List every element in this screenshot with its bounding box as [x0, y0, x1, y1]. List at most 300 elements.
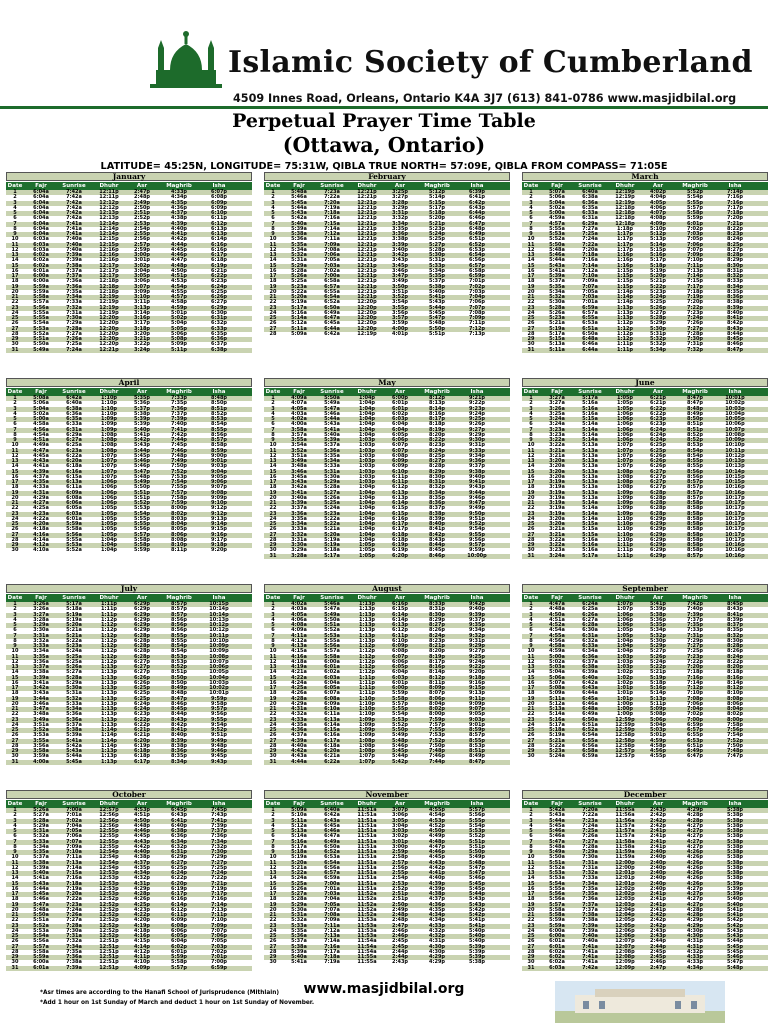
column-header: Isha: [470, 801, 484, 807]
table-cell: 6:13a: [324, 716, 340, 723]
table-cell: 27: [11, 943, 19, 950]
table-row: [264, 760, 510, 765]
table-cell: 5:56a: [549, 891, 565, 897]
table-cell: 7:27a: [66, 330, 82, 337]
table-cell: 3:05p: [133, 273, 150, 279]
table-cell: 1:12p: [616, 325, 633, 332]
table-cell: 8:59p: [468, 727, 485, 733]
table-cell: 17: [527, 273, 535, 279]
table-cell: 3:55a: [291, 437, 307, 443]
table-cell: 2:57p: [133, 241, 150, 248]
table-cell: 6:29p: [649, 531, 666, 538]
table-cell: 8:50p: [686, 416, 703, 422]
table-cell: 8:48p: [210, 395, 227, 401]
table-cell: 7:09a: [324, 917, 340, 924]
table-cell: 7:12a: [582, 267, 598, 274]
table-cell: 8:37p: [726, 622, 743, 628]
table-cell: 9:47p: [468, 500, 485, 506]
table-cell: 27: [527, 737, 535, 744]
table-cell: 6:18p: [133, 753, 150, 760]
table-cell: 9: [13, 849, 17, 855]
table-cell: 22: [527, 711, 535, 718]
table-cell: 9:39p: [468, 611, 485, 618]
column-header: Maghrib: [424, 389, 450, 395]
table-cell: 10: [527, 442, 535, 449]
table-cell: 8:31p: [428, 479, 445, 485]
table-cell: 5:39p: [468, 943, 485, 950]
table-cell: 2:44p: [649, 943, 666, 950]
table-cell: 6:25p: [649, 442, 666, 449]
table-cell: 8:03p: [170, 515, 187, 522]
table-cell: 3:47p: [391, 273, 408, 279]
table-cell: 3:01p: [133, 257, 150, 264]
table-cell: 10:04p: [725, 410, 745, 417]
table-cell: 11:53a: [357, 917, 377, 924]
table-cell: 3:47a: [33, 706, 49, 712]
table-cell: 12:21p: [357, 288, 377, 295]
table-cell: 4:37p: [133, 859, 150, 866]
table-cell: 5:22a: [291, 870, 307, 876]
table-cell: 10:15p: [725, 473, 745, 480]
table-cell: 1:05p: [616, 395, 633, 401]
column-header: Isha: [728, 595, 742, 601]
table-cell: 9: [271, 231, 275, 237]
table-cell: 3:22a: [549, 536, 565, 543]
table-cell: 15: [11, 262, 19, 269]
table-cell: 3:01p: [391, 838, 408, 845]
table-cell: 6: [529, 421, 533, 428]
table-cell: 5:27p: [428, 241, 445, 248]
table-cell: 4: [529, 204, 533, 211]
table-cell: 10:11p: [725, 447, 745, 454]
table-cell: 6:51p: [468, 236, 485, 243]
table-cell: 1:07p: [616, 447, 633, 454]
table-cell: 1:18p: [616, 225, 633, 232]
table-cell: 6: [271, 421, 275, 428]
table-cell: 9:43p: [468, 484, 485, 491]
table-cell: 1:11p: [358, 690, 375, 697]
table-cell: 28: [269, 948, 277, 955]
table-cell: 5:06a: [33, 400, 49, 407]
table-cell: 6: [529, 215, 533, 222]
table-cell: 1:08p: [616, 479, 633, 485]
table-cell: 1:07p: [100, 458, 117, 464]
table-cell: 11:51a: [357, 885, 377, 892]
table-cell: 3:25p: [391, 189, 408, 195]
table-cell: 3:55p: [391, 304, 408, 311]
table-cell: 10:17p: [725, 531, 745, 538]
table-cell: 7:32a: [66, 304, 82, 311]
table-cell: 7:35a: [66, 948, 82, 955]
table-cell: 21: [527, 294, 535, 300]
table-cell: 6:08p: [210, 194, 227, 201]
table-cell: 5:33a: [66, 700, 82, 707]
table-cell: 8:29p: [428, 468, 445, 475]
table-cell: 3:29a: [291, 547, 307, 554]
table-cell: 6:04p: [391, 421, 408, 428]
table-cell: 6: [13, 215, 17, 222]
table-cell: 5:44a: [66, 753, 82, 760]
table-cell: 6:28p: [133, 632, 150, 639]
table-cell: 5:37a: [324, 442, 340, 449]
column-header: Fajr: [35, 183, 47, 189]
table-cell: 5:28a: [549, 304, 565, 311]
table-cell: 12:59p: [615, 716, 635, 723]
dst-note: *Add 1 hour on 1st Sunday of March and deduct 1 hour on 1st Sunday of November.: [40, 1000, 315, 1006]
table-cell: 7: [13, 838, 17, 845]
table-cell: 8:57p: [170, 611, 187, 618]
table-cell: 6:18p: [210, 257, 227, 264]
table-cell: 4:10p: [133, 959, 150, 966]
table-cell: 7:04p: [468, 294, 485, 300]
table-cell: 8:58p: [686, 510, 703, 517]
table-cell: 5:44p: [391, 753, 408, 760]
table-cell: 3:00p: [391, 843, 408, 850]
table-cell: 6:03p: [391, 674, 408, 681]
table-cell: 5:52p: [686, 189, 703, 195]
table-cell: 10:11p: [209, 632, 229, 639]
table-cell: 4:43a: [33, 458, 49, 464]
table-cell: 6:23p: [649, 421, 666, 428]
table-cell: 5:39a: [549, 273, 565, 279]
table-cell: 1:12p: [358, 669, 375, 676]
table-cell: 7:14p: [726, 189, 743, 195]
table-cell: 8: [13, 225, 17, 232]
table-cell: 1:08p: [100, 431, 117, 438]
table-cell: 15: [269, 468, 277, 475]
table-cell: 4:40p: [133, 849, 150, 855]
address-line: 4509 Innes Road, Orleans, Ontario K4A 3J7 (613) 841-0786 www.masjidbilal.org: [233, 92, 737, 105]
table-cell: 12:21p: [357, 189, 377, 195]
table-cell: 5:29a: [291, 262, 307, 269]
table-cell: 5:53a: [33, 325, 49, 332]
table-cell: 6:17p: [133, 758, 150, 765]
table-cell: 1:09p: [616, 510, 633, 517]
table-cell: 10:12p: [725, 452, 745, 459]
column-header: Isha: [728, 389, 742, 395]
table-cell: 3:31p: [391, 210, 408, 216]
table-cell: 4:50p: [170, 267, 187, 274]
month-name: June: [522, 378, 768, 387]
table-cell: 5:21a: [549, 320, 565, 327]
table-cell: 4:50p: [133, 817, 150, 824]
table-cell: 6:48p: [468, 225, 485, 232]
table-cell: 2:48p: [391, 912, 408, 918]
table-cell: 12:53p: [99, 885, 119, 892]
table-cell: 6:21p: [649, 400, 666, 407]
table-cell: 5:13a: [582, 458, 598, 464]
table-cell: 30: [11, 959, 19, 966]
table-cell: 3:22a: [549, 442, 565, 449]
table-cell: 8:54p: [170, 648, 187, 655]
table-cell: 5:52a: [324, 627, 340, 634]
table-cell: 5:38p: [428, 283, 445, 290]
table-cell: 3:56a: [33, 742, 49, 749]
table-cell: 4:09p: [133, 964, 150, 971]
table-cell: 5:50p: [133, 484, 150, 491]
table-cell: 5:14a: [291, 833, 307, 840]
table-cell: 4:20p: [133, 917, 150, 924]
table-cell: 4:45p: [133, 833, 150, 840]
column-header: Date: [7, 183, 23, 189]
table-cell: 28: [527, 948, 535, 955]
table-cell: 21: [527, 912, 535, 918]
table-cell: 4:16a: [291, 653, 307, 660]
table-cell: 6:33a: [582, 643, 598, 649]
table-cell: 10:16p: [725, 484, 745, 491]
table-cell: 7:55p: [428, 727, 445, 733]
table-cell: 1:13p: [358, 637, 375, 644]
table-cell: 3:43p: [391, 257, 408, 264]
table-cell: 5:43a: [324, 421, 340, 428]
table-cell: 26: [527, 526, 535, 533]
table-cell: 6:35a: [582, 204, 598, 211]
table-cell: 7:07p: [686, 246, 703, 253]
table-cell: 4:20a: [33, 521, 49, 527]
table-cell: 7:31p: [686, 341, 703, 348]
table-cell: 5:27a: [291, 891, 307, 897]
table-cell: 12:21p: [357, 231, 377, 237]
column-header: Maghrib: [682, 183, 708, 189]
table-cell: 6:41p: [170, 817, 187, 824]
table-cell: 1:03p: [358, 458, 375, 464]
table-cell: 5:17a: [549, 330, 565, 337]
table-cell: 23: [269, 304, 277, 311]
table-cell: 6:02a: [324, 669, 340, 676]
table-cell: 9:18p: [210, 542, 227, 548]
table-cell: 18: [269, 690, 277, 697]
table-cell: 7:39a: [66, 257, 82, 264]
table-cell: 4:34p: [428, 912, 445, 918]
table-cell: 7:39a: [582, 922, 598, 929]
table-cell: 1:03p: [358, 473, 375, 480]
table-cell: 6:40a: [324, 807, 340, 813]
column-header: Fajr: [293, 389, 305, 395]
table-cell: 4:40a: [291, 742, 307, 749]
table-cell: 6:57a: [324, 283, 340, 290]
table-cell: 7:46p: [428, 753, 445, 760]
table-cell: 8:08p: [726, 695, 743, 702]
table-cell: 11:54a: [357, 948, 377, 955]
table-cell: 6:28p: [649, 500, 666, 506]
table-cell: 4:03a: [291, 410, 307, 417]
table-cell: 3:35p: [391, 225, 408, 232]
table-cell: 13: [269, 664, 277, 670]
table-cell: 5:59a: [33, 954, 49, 960]
table-cell: 5:45p: [726, 943, 743, 950]
table-cell: 5:33p: [428, 262, 445, 269]
table-cell: 6:46a: [582, 700, 598, 707]
table-cell: 1: [271, 395, 275, 401]
table-cell: 5:09a: [291, 807, 307, 813]
table-cell: 5:39p: [726, 891, 743, 897]
table-cell: 3: [271, 611, 275, 618]
table-cell: 7:29p: [686, 637, 703, 644]
month-table-july: [6, 582, 252, 772]
column-header: Asr: [652, 389, 664, 395]
table-cell: 5:53p: [468, 828, 485, 834]
table-cell: 5:12p: [649, 231, 666, 237]
table-cell: 6:49p: [468, 231, 485, 237]
table-cell: 5:14a: [582, 426, 598, 433]
table-cell: 6:42a: [66, 395, 82, 401]
table-cell: 6:39a: [582, 669, 598, 676]
table-cell: 6:09p: [391, 643, 408, 649]
table-cell: 21: [11, 500, 19, 506]
table-cell: 4:27p: [686, 843, 703, 850]
table-cell: 9:01p: [210, 458, 227, 464]
table-cell: 4: [529, 410, 533, 417]
table-cell: 4:22p: [133, 912, 150, 918]
table-cell: 12:13p: [99, 215, 119, 222]
table-cell: 5:45a: [291, 199, 307, 206]
table-cell: 6:37a: [582, 658, 598, 665]
table-cell: 6:29p: [210, 304, 227, 311]
table-cell: 3:59p: [391, 320, 408, 327]
table-cell: 6:29p: [649, 521, 666, 527]
table-cell: 5:06p: [649, 716, 666, 723]
table-cell: 17: [269, 479, 277, 485]
table-cell: 9:27p: [468, 426, 485, 433]
table-cell: 1:06p: [616, 611, 633, 618]
table-cell: 12:12p: [99, 204, 119, 211]
table-cell: 5:49a: [324, 611, 340, 618]
table-cell: 26: [527, 938, 535, 945]
table-cell: 12:04p: [615, 906, 635, 913]
table-cell: 25: [269, 315, 277, 321]
table-cell: 6:15a: [324, 727, 340, 733]
table-cell: 12:51p: [99, 943, 119, 950]
table-cell: 7:37a: [66, 267, 82, 274]
table-cell: 9:12p: [210, 510, 227, 517]
table-cell: 6:20a: [324, 748, 340, 754]
footer-website-link[interactable]: www.masjidbilal.org: [303, 981, 465, 997]
table-cell: 12:21p: [357, 257, 377, 264]
table-cell: 8:58p: [686, 505, 703, 512]
table-cell: 11: [11, 447, 19, 454]
table-cell: 4:44a: [291, 758, 307, 765]
table-cell: 3:34a: [291, 521, 307, 527]
table-cell: 5:48a: [33, 906, 49, 913]
table-cell: 9:55p: [210, 716, 227, 723]
table-cell: 12:52p: [99, 896, 119, 903]
month-rows: [264, 602, 510, 765]
table-cell: 13: [11, 458, 19, 464]
table-cell: 4:44p: [170, 241, 187, 248]
table-cell: 7:59p: [428, 716, 445, 723]
table-cell: 7:41a: [582, 948, 598, 955]
table-cell: 6:29p: [133, 606, 150, 613]
table-cell: 3:02p: [391, 833, 408, 840]
table-cell: 6:05a: [66, 505, 82, 512]
table-cell: 3:39p: [391, 241, 408, 248]
table-cell: 6:14p: [391, 500, 408, 506]
table-cell: 5:59a: [549, 917, 565, 924]
table-cell: 6:08p: [170, 922, 187, 929]
table-cell: 3:33a: [33, 643, 49, 649]
table-cell: 6:04p: [391, 669, 408, 676]
table-cell: 11:52a: [357, 912, 377, 918]
table-cell: 29: [269, 954, 277, 960]
table-cell: 5:53p: [391, 716, 408, 723]
table-cell: 1:13p: [100, 690, 117, 697]
table-cell: 5:30a: [66, 685, 82, 691]
table-cell: 1:04p: [358, 505, 375, 512]
table-cell: 8:47p: [170, 695, 187, 702]
table-cell: 5:30a: [324, 473, 340, 480]
table-cell: 25: [527, 933, 535, 939]
table-cell: 12:02p: [615, 891, 635, 897]
table-cell: 5:36a: [66, 711, 82, 718]
table-cell: 6:06p: [170, 927, 187, 934]
table-cell: 22: [11, 917, 19, 924]
table-cell: 5:06p: [170, 330, 187, 337]
table-cell: 3:33a: [291, 526, 307, 533]
table-cell: 1:06p: [100, 479, 117, 485]
table-cell: 20: [269, 906, 277, 913]
table-cell: 2:40p: [649, 875, 666, 882]
table-cell: 12:20p: [357, 304, 377, 311]
table-cell: 20: [527, 700, 535, 707]
table-cell: 5:08a: [33, 395, 49, 401]
table-cell: 8:58p: [686, 515, 703, 522]
table-cell: 10:09p: [209, 643, 229, 649]
table-cell: 14: [269, 463, 277, 470]
table-cell: 1:13p: [100, 711, 117, 718]
table-cell: 6:00a: [549, 933, 565, 939]
table-cell: 7:07p: [468, 304, 485, 311]
month-rows: [522, 396, 768, 559]
table-cell: 7:22a: [582, 241, 598, 248]
table-cell: 4:28a: [291, 695, 307, 702]
table-cell: 11:51a: [357, 807, 377, 813]
table-cell: 6:43a: [324, 817, 340, 824]
table-cell: 31: [527, 964, 535, 971]
table-cell: 12:14p: [99, 225, 119, 232]
table-cell: 6:14p: [391, 616, 408, 623]
column-header: Maghrib: [682, 801, 708, 807]
table-cell: 6:16p: [210, 246, 227, 253]
column-header: Asr: [652, 183, 664, 189]
table-cell: 20: [11, 700, 19, 707]
table-cell: 14: [269, 669, 277, 676]
table-cell: 2: [529, 606, 533, 613]
table-cell: 9:46p: [210, 748, 227, 754]
table-cell: 1:13p: [100, 664, 117, 670]
table-cell: 5: [271, 828, 275, 834]
table-cell: 5:57p: [686, 204, 703, 211]
table-cell: 7:34a: [582, 880, 598, 887]
table-cell: 7:38a: [66, 959, 82, 966]
table-cell: 8:57p: [686, 494, 703, 501]
table-cell: 1:01p: [616, 685, 633, 691]
table-cell: 3: [13, 199, 17, 206]
table-cell: 2: [529, 400, 533, 407]
table-cell: 7:32p: [210, 843, 227, 850]
table-cell: 3:27a: [33, 611, 49, 618]
month-table-october: [6, 788, 252, 978]
table-cell: 1:08p: [616, 484, 633, 491]
table-cell: 28: [11, 330, 19, 337]
table-cell: 6:59a: [582, 753, 598, 760]
table-cell: 4:29p: [686, 807, 703, 813]
table-cell: 4:25a: [33, 505, 49, 512]
table-cell: 7:26a: [66, 912, 82, 918]
table-cell: 12: [11, 658, 19, 665]
table-cell: 5:11a: [549, 346, 565, 353]
table-cell: 6:44a: [582, 346, 598, 353]
table-cell: 6:12p: [210, 220, 227, 227]
